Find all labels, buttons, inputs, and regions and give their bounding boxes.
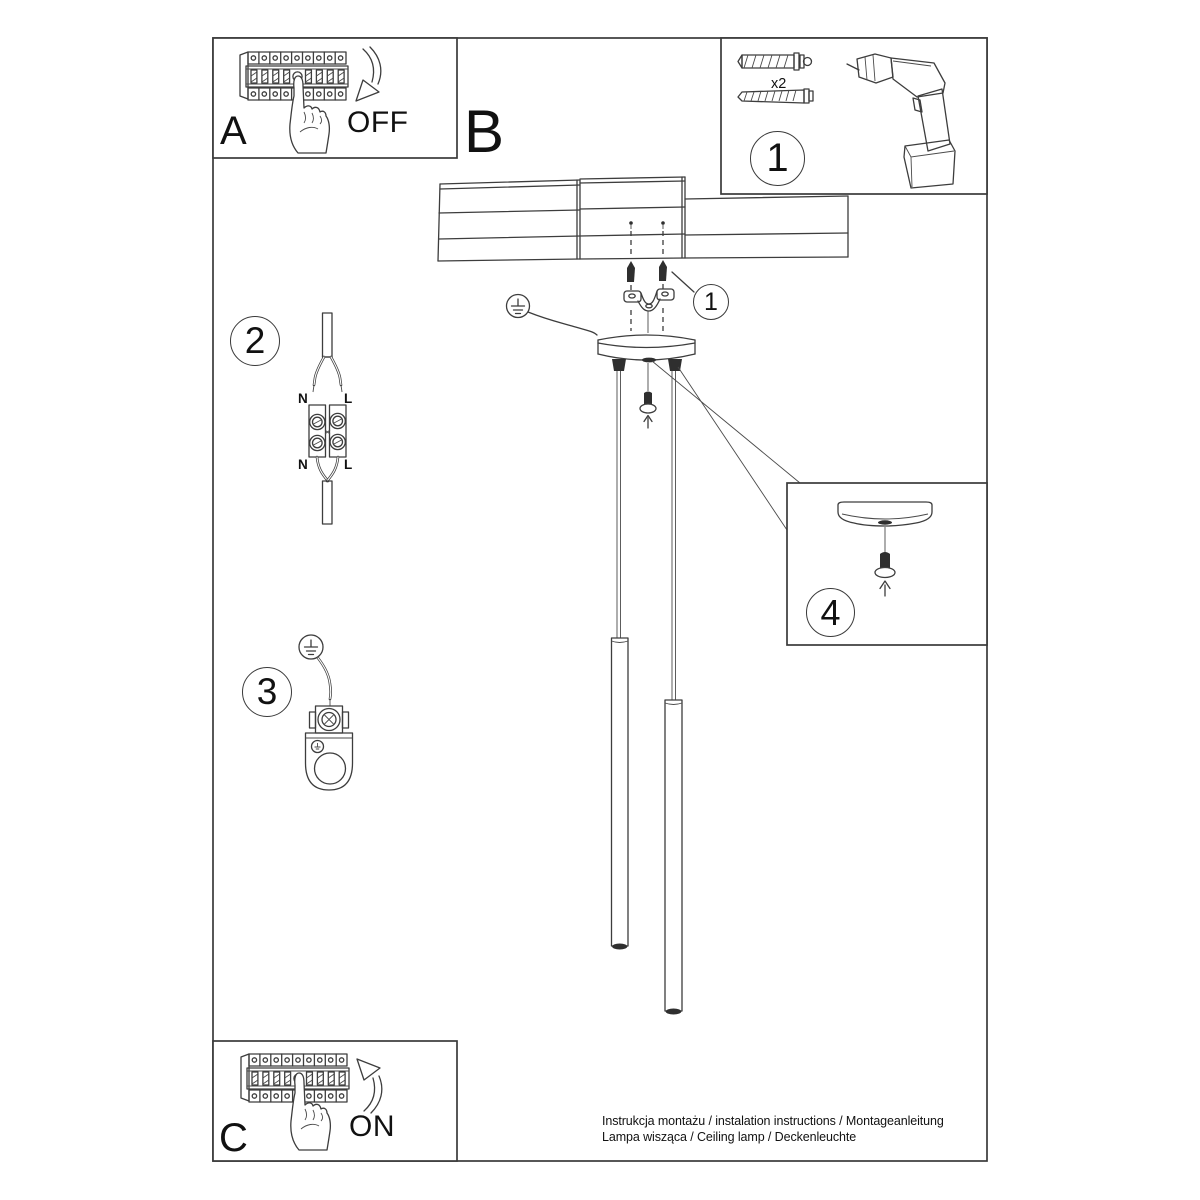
center-slot <box>642 358 656 363</box>
ground-symbol-icon <box>507 295 598 336</box>
tools-step-number-text: 1 <box>766 136 789 180</box>
pendant-tube-left <box>612 638 629 950</box>
tools-step-number <box>750 131 805 186</box>
wire-l-top-label: L <box>344 391 353 406</box>
wire-n-bottom-label: N <box>298 457 308 472</box>
cable-grip <box>612 359 626 371</box>
step-a-label: A <box>220 109 247 153</box>
wire-l-bottom-label: L <box>344 457 353 472</box>
suspension-cables <box>617 371 676 700</box>
callout-1-leader <box>672 272 694 292</box>
lamp-bracket <box>306 733 353 790</box>
anchor-quantity: x2 <box>771 76 787 92</box>
detail-leader <box>652 361 800 483</box>
mount-callout-number-text: 1 <box>704 287 718 316</box>
canopy-drawing <box>598 335 695 371</box>
mounting-screws <box>627 231 667 331</box>
earth-step-number-text: 3 <box>256 671 278 712</box>
ground-wire <box>528 312 597 335</box>
footer-line-1: Instrukcja montażu / instalation instructions / Montageanleitung <box>602 1114 944 1128</box>
step-b-label: B <box>464 98 505 165</box>
step-c-label: C <box>219 1116 248 1160</box>
wiring-step-number-text: 2 <box>244 320 266 361</box>
mount-callout-number <box>693 284 729 320</box>
canopy-step-number-text: 4 <box>820 591 841 633</box>
drill-point-marks <box>629 221 665 229</box>
footer-text <box>602 1114 944 1145</box>
wiring-diagram <box>309 313 346 524</box>
canopy-screw-detail <box>640 363 656 428</box>
earth-step-number <box>242 667 292 717</box>
earth-terminal-diagram <box>299 635 353 790</box>
pendant-tube-right <box>665 700 682 1015</box>
wiring-step-number <box>230 316 280 366</box>
terminal-block <box>309 405 326 457</box>
off-label: OFF <box>347 106 409 139</box>
on-label: ON <box>349 1110 395 1143</box>
ground-symbol-icon <box>299 635 323 659</box>
wire-n-top-label: N <box>298 391 308 406</box>
arrow-up-icon <box>644 416 652 429</box>
canopy-step-number <box>806 588 855 637</box>
footer-line-2: Lampa wisząca / Ceiling lamp / Deckenleuchte <box>602 1129 857 1144</box>
detail-leader <box>678 367 787 530</box>
